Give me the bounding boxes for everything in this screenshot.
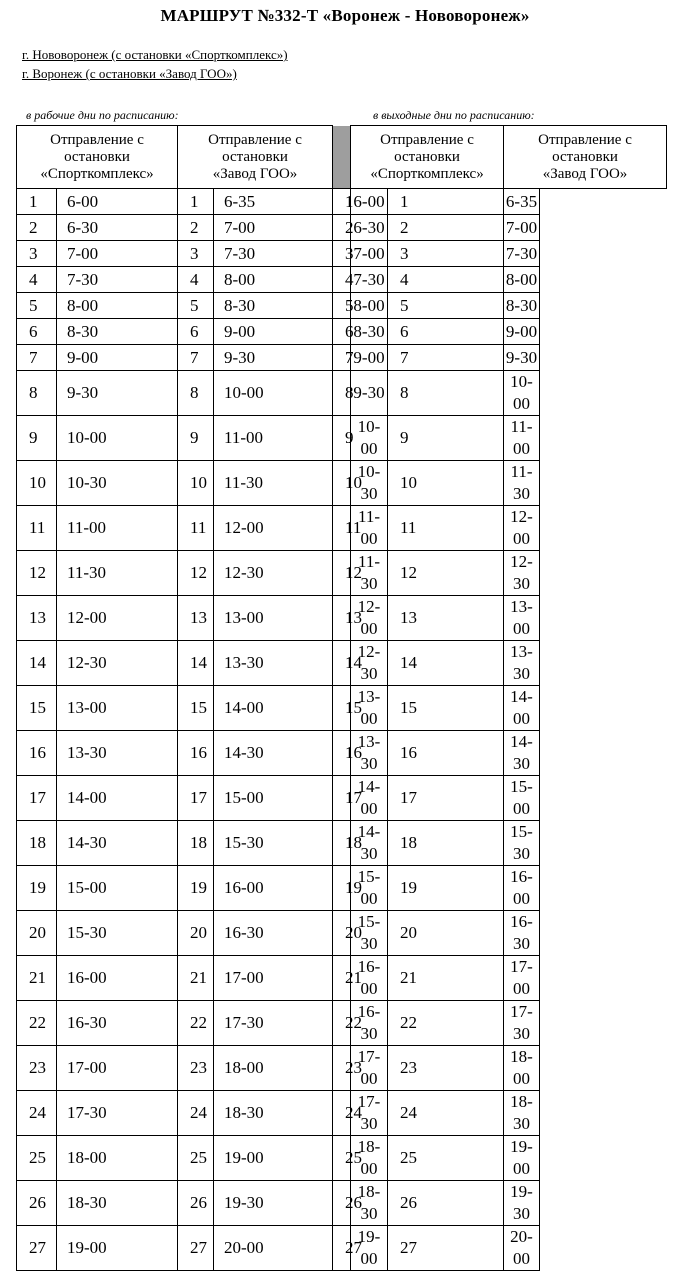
trip-number: 18 — [333, 821, 351, 866]
weekday-sportkompleks-time: 15-00 — [57, 866, 178, 911]
trip-number: 8 — [17, 371, 57, 416]
weekend-sportkompleks-time: 19-00 — [351, 1226, 388, 1271]
trip-number: 24 — [17, 1091, 57, 1136]
header-line: Отправление с — [50, 131, 144, 148]
trip-number: 2 — [178, 215, 214, 241]
table-row — [17, 1046, 667, 1091]
weekday-zavod-goo-time: 6-35 — [214, 189, 333, 215]
trip-number: 24 — [333, 1091, 351, 1136]
table-row — [17, 641, 667, 686]
weekday-sportkompleks-time: 8-00 — [57, 293, 178, 319]
weekend-zavod-goo-time: 19-30 — [504, 1181, 540, 1226]
weekend-zavod-goo-time: 16-30 — [504, 911, 540, 956]
table-row — [17, 1001, 667, 1046]
weekday-sportkompleks-time: 7-00 — [57, 241, 178, 267]
weekday-zavod-goo-time: 13-30 — [214, 641, 333, 686]
weekday-zavod-goo-time: 16-30 — [214, 911, 333, 956]
header-line: остановки — [394, 148, 460, 165]
trip-number: 2 — [17, 215, 57, 241]
trip-number: 3 — [178, 241, 214, 267]
header-line: остановки — [552, 148, 618, 165]
trip-number: 25 — [333, 1136, 351, 1181]
weekday-sportkompleks-time: 9-30 — [57, 371, 178, 416]
trip-number: 25 — [17, 1136, 57, 1181]
trip-number: 12 — [388, 551, 504, 596]
trip-number: 10 — [388, 461, 504, 506]
route-line-voronezh: г. Воронеж (с остановки «Завод ГОО») — [22, 66, 237, 81]
header-line: «Спорткомплекс» — [370, 165, 484, 182]
trip-number: 24 — [388, 1091, 504, 1136]
trip-number: 18 — [17, 821, 57, 866]
trip-number: 26 — [388, 1181, 504, 1226]
trip-number: 27 — [17, 1226, 57, 1271]
trip-number: 13 — [178, 596, 214, 641]
trip-number: 14 — [178, 641, 214, 686]
trip-number: 9 — [17, 416, 57, 461]
trip-number: 7 — [388, 345, 504, 371]
weekend-zavod-goo-time: 14-00 — [504, 686, 540, 731]
weekend-zavod-goo-time: 16-00 — [504, 866, 540, 911]
table-row — [17, 731, 667, 776]
weekend-zavod-goo-time: 15-30 — [504, 821, 540, 866]
header-line: Отправление с — [208, 131, 302, 148]
table-row — [17, 189, 667, 215]
weekend-zavod-goo-time: 11-00 — [504, 416, 540, 461]
trip-number: 22 — [388, 1001, 504, 1046]
trip-number: 5 — [333, 293, 351, 319]
weekend-sportkompleks-time: 15-30 — [351, 911, 388, 956]
trip-number: 20 — [178, 911, 214, 956]
weekday-zavod-goo-time: 9-30 — [214, 345, 333, 371]
weekday-sportkompleks-time: 14-30 — [57, 821, 178, 866]
weekend-sportkompleks-time: 15-00 — [351, 866, 388, 911]
table-row — [17, 215, 667, 241]
trip-number: 5 — [178, 293, 214, 319]
header-line: остановки — [64, 148, 130, 165]
trip-number: 1 — [388, 189, 504, 215]
weekday-sportkompleks-time: 6-30 — [57, 215, 178, 241]
trip-number: 1 — [333, 189, 351, 215]
schedule-table — [16, 125, 667, 1271]
trip-number: 23 — [388, 1046, 504, 1091]
trip-number: 22 — [17, 1001, 57, 1046]
trip-number: 17 — [333, 776, 351, 821]
weekday-zavod-goo-time: 15-30 — [214, 821, 333, 866]
trip-number: 5 — [17, 293, 57, 319]
table-row — [17, 551, 667, 596]
trip-number: 21 — [333, 956, 351, 1001]
trip-number: 26 — [333, 1181, 351, 1226]
weekend-zavod-goo-time: 17-00 — [504, 956, 540, 1001]
weekend-sportkompleks-time: 13-30 — [351, 731, 388, 776]
trip-number: 20 — [17, 911, 57, 956]
weekend-zavod-goo-time: 6-35 — [504, 189, 540, 215]
table-row — [17, 1136, 667, 1181]
header-line: остановки — [222, 148, 288, 165]
trip-number: 1 — [17, 189, 57, 215]
trip-number: 11 — [333, 506, 351, 551]
weekday-sportkompleks-time: 10-00 — [57, 416, 178, 461]
header-weekday-zavod-goo — [178, 126, 333, 189]
trip-number: 2 — [333, 215, 351, 241]
trip-number: 21 — [17, 956, 57, 1001]
weekday-zavod-goo-time: 14-30 — [214, 731, 333, 776]
table-row — [17, 821, 667, 866]
trip-number: 15 — [388, 686, 504, 731]
trip-number: 11 — [17, 506, 57, 551]
weekend-zavod-goo-time: 8-00 — [504, 267, 540, 293]
weekday-zavod-goo-time: 11-30 — [214, 461, 333, 506]
weekday-zavod-goo-time: 16-00 — [214, 866, 333, 911]
weekend-sportkompleks-time: 12-00 — [351, 596, 388, 641]
weekday-sportkompleks-time: 12-00 — [57, 596, 178, 641]
weekday-zavod-goo-time: 14-00 — [214, 686, 333, 731]
weekend-zavod-goo-time: 17-30 — [504, 1001, 540, 1046]
trip-number: 25 — [388, 1136, 504, 1181]
trip-number: 12 — [17, 551, 57, 596]
weekend-sportkompleks-time: 7-00 — [351, 241, 388, 267]
trip-number: 19 — [388, 866, 504, 911]
table-row — [17, 345, 667, 371]
trip-number: 2 — [388, 215, 504, 241]
weekend-zavod-goo-time: 7-30 — [504, 241, 540, 267]
weekend-sportkompleks-time: 12-30 — [351, 641, 388, 686]
weekday-sportkompleks-time: 18-30 — [57, 1181, 178, 1226]
weekend-sportkompleks-time: 6-00 — [351, 189, 388, 215]
weekend-sportkompleks-time: 6-30 — [351, 215, 388, 241]
weekday-sportkompleks-time: 18-00 — [57, 1136, 178, 1181]
weekday-sportkompleks-time: 17-00 — [57, 1046, 178, 1091]
weekend-sportkompleks-time: 10-00 — [351, 416, 388, 461]
weekday-sportkompleks-time: 13-00 — [57, 686, 178, 731]
trip-number: 20 — [388, 911, 504, 956]
weekend-zavod-goo-time: 14-30 — [504, 731, 540, 776]
trip-number: 15 — [17, 686, 57, 731]
weekday-caption: в рабочие дни по расписанию: — [26, 108, 179, 122]
trip-number: 10 — [333, 461, 351, 506]
trip-number: 11 — [178, 506, 214, 551]
weekday-zavod-goo-time: 7-00 — [214, 215, 333, 241]
trip-number: 12 — [178, 551, 214, 596]
trip-number: 15 — [178, 686, 214, 731]
weekday-zavod-goo-time: 18-00 — [214, 1046, 333, 1091]
weekday-zavod-goo-time: 10-00 — [214, 371, 333, 416]
weekend-zavod-goo-time: 20-00 — [504, 1226, 540, 1271]
weekend-sportkompleks-time: 17-30 — [351, 1091, 388, 1136]
table-row — [17, 1091, 667, 1136]
weekend-zavod-goo-time: 9-00 — [504, 319, 540, 345]
table-row — [17, 319, 667, 345]
weekday-zavod-goo-time: 9-00 — [214, 319, 333, 345]
trip-number: 22 — [178, 1001, 214, 1046]
schedule-body — [17, 189, 667, 1271]
weekday-sportkompleks-time: 6-00 — [57, 189, 178, 215]
trip-number: 16 — [333, 731, 351, 776]
trip-number: 14 — [333, 641, 351, 686]
trip-number: 25 — [178, 1136, 214, 1181]
weekend-sportkompleks-time: 14-30 — [351, 821, 388, 866]
trip-number: 17 — [388, 776, 504, 821]
trip-number: 13 — [17, 596, 57, 641]
weekday-sportkompleks-time: 8-30 — [57, 319, 178, 345]
trip-number: 13 — [333, 596, 351, 641]
trip-number: 16 — [388, 731, 504, 776]
table-row — [17, 911, 667, 956]
trip-number: 4 — [178, 267, 214, 293]
trip-number: 23 — [333, 1046, 351, 1091]
weekend-zavod-goo-time: 12-30 — [504, 551, 540, 596]
weekday-sportkompleks-time: 19-00 — [57, 1226, 178, 1271]
weekend-zavod-goo-time: 8-30 — [504, 293, 540, 319]
trip-number: 11 — [388, 506, 504, 551]
page-title: МАРШРУТ №332-Т «Воронеж - Нововоронеж» — [160, 6, 530, 25]
weekday-sportkompleks-time: 10-30 — [57, 461, 178, 506]
weekday-zavod-goo-time: 12-30 — [214, 551, 333, 596]
trip-number: 6 — [388, 319, 504, 345]
header-line: Отправление с — [380, 131, 474, 148]
table-row — [17, 267, 667, 293]
trip-number: 14 — [388, 641, 504, 686]
table-row — [17, 293, 667, 319]
header-line: «Завод ГОО» — [212, 165, 298, 182]
trip-number: 24 — [178, 1091, 214, 1136]
trip-number: 3 — [17, 241, 57, 267]
trip-number: 9 — [333, 416, 351, 461]
weekday-zavod-goo-time: 15-00 — [214, 776, 333, 821]
trip-number: 10 — [178, 461, 214, 506]
weekday-zavod-goo-time: 13-00 — [214, 596, 333, 641]
weekday-zavod-goo-time: 17-00 — [214, 956, 333, 1001]
trip-number: 7 — [178, 345, 214, 371]
table-row — [17, 596, 667, 641]
trip-number: 19 — [178, 866, 214, 911]
trip-number: 19 — [333, 866, 351, 911]
weekday-sportkompleks-time: 12-30 — [57, 641, 178, 686]
weekday-sportkompleks-time: 16-30 — [57, 1001, 178, 1046]
trip-number: 26 — [17, 1181, 57, 1226]
trip-number: 3 — [333, 241, 351, 267]
trip-number: 12 — [333, 551, 351, 596]
weekday-zavod-goo-time: 17-30 — [214, 1001, 333, 1046]
table-row — [17, 371, 667, 416]
weekend-sportkompleks-time: 9-00 — [351, 345, 388, 371]
trip-number: 23 — [17, 1046, 57, 1091]
weekend-zavod-goo-time: 12-00 — [504, 506, 540, 551]
weekday-sportkompleks-time: 7-30 — [57, 267, 178, 293]
weekend-zavod-goo-time: 18-00 — [504, 1046, 540, 1091]
trip-number: 17 — [178, 776, 214, 821]
trip-number: 7 — [17, 345, 57, 371]
weekend-zavod-goo-time: 19-00 — [504, 1136, 540, 1181]
weekend-sportkompleks-time: 11-00 — [351, 506, 388, 551]
weekday-zavod-goo-time: 19-30 — [214, 1181, 333, 1226]
trip-number: 23 — [178, 1046, 214, 1091]
trip-number: 15 — [333, 686, 351, 731]
weekend-sportkompleks-time: 14-00 — [351, 776, 388, 821]
weekend-zavod-goo-time: 18-30 — [504, 1091, 540, 1136]
header-weekend-zavod-goo — [504, 126, 667, 189]
trip-number: 21 — [178, 956, 214, 1001]
trip-number: 5 — [388, 293, 504, 319]
trip-number: 27 — [333, 1226, 351, 1271]
header-weekday-sportkompleks — [17, 126, 178, 189]
trip-number: 10 — [17, 461, 57, 506]
weekday-zavod-goo-time: 8-00 — [214, 267, 333, 293]
header-weekend-sportkompleks — [351, 126, 504, 189]
weekend-sportkompleks-time: 16-00 — [351, 956, 388, 1001]
table-row — [17, 416, 667, 461]
weekend-zavod-goo-time: 7-00 — [504, 215, 540, 241]
weekend-sportkompleks-time: 11-30 — [351, 551, 388, 596]
table-row — [17, 241, 667, 267]
weekday-sportkompleks-time: 11-30 — [57, 551, 178, 596]
trip-number: 6 — [17, 319, 57, 345]
trip-number: 21 — [388, 956, 504, 1001]
weekday-zavod-goo-time: 11-00 — [214, 416, 333, 461]
weekend-sportkompleks-time: 9-30 — [351, 371, 388, 416]
column-separator — [333, 126, 351, 189]
weekend-caption: в выходные дни по расписанию: — [373, 108, 535, 122]
weekday-zavod-goo-time: 8-30 — [214, 293, 333, 319]
weekday-sportkompleks-time: 15-30 — [57, 911, 178, 956]
weekend-sportkompleks-time: 7-30 — [351, 267, 388, 293]
weekend-sportkompleks-time: 17-00 — [351, 1046, 388, 1091]
weekday-zavod-goo-time: 12-00 — [214, 506, 333, 551]
table-row — [17, 1181, 667, 1226]
weekday-zavod-goo-time: 18-30 — [214, 1091, 333, 1136]
table-row — [17, 956, 667, 1001]
weekday-sportkompleks-time: 14-00 — [57, 776, 178, 821]
weekday-sportkompleks-time: 17-30 — [57, 1091, 178, 1136]
table-row — [17, 1226, 667, 1271]
trip-number: 7 — [333, 345, 351, 371]
trip-number: 14 — [17, 641, 57, 686]
trip-number: 27 — [178, 1226, 214, 1271]
trip-number: 13 — [388, 596, 504, 641]
route-line-novovoronezh: г. Нововоронеж (с остановки «Спорткомплекс») — [22, 47, 288, 62]
weekend-sportkompleks-time: 16-30 — [351, 1001, 388, 1046]
trip-number: 4 — [17, 267, 57, 293]
trip-number: 26 — [178, 1181, 214, 1226]
weekday-zavod-goo-time: 19-00 — [214, 1136, 333, 1181]
trip-number: 1 — [178, 189, 214, 215]
table-row — [17, 866, 667, 911]
weekend-sportkompleks-time: 18-30 — [351, 1181, 388, 1226]
weekday-zavod-goo-time: 20-00 — [214, 1226, 333, 1271]
trip-number: 8 — [178, 371, 214, 416]
trip-number: 4 — [388, 267, 504, 293]
weekday-sportkompleks-time: 13-30 — [57, 731, 178, 776]
weekend-sportkompleks-time: 13-00 — [351, 686, 388, 731]
weekend-zavod-goo-time: 15-00 — [504, 776, 540, 821]
trip-number: 18 — [388, 821, 504, 866]
trip-number: 18 — [178, 821, 214, 866]
table-row — [17, 461, 667, 506]
schedule-header-row — [17, 126, 667, 189]
trip-number: 20 — [333, 911, 351, 956]
weekend-sportkompleks-time: 18-00 — [351, 1136, 388, 1181]
weekend-zavod-goo-time: 13-00 — [504, 596, 540, 641]
trip-number: 17 — [17, 776, 57, 821]
weekend-zavod-goo-time: 13-30 — [504, 641, 540, 686]
header-line: Отправление с — [538, 131, 632, 148]
weekday-sportkompleks-time: 11-00 — [57, 506, 178, 551]
trip-number: 6 — [333, 319, 351, 345]
trip-number: 16 — [178, 731, 214, 776]
weekend-sportkompleks-time: 10-30 — [351, 461, 388, 506]
weekday-sportkompleks-time: 16-00 — [57, 956, 178, 1001]
header-line: «Спорткомплекс» — [40, 165, 154, 182]
table-row — [17, 776, 667, 821]
weekend-zavod-goo-time: 9-30 — [504, 345, 540, 371]
header-line: «Завод ГОО» — [542, 165, 628, 182]
table-row — [17, 506, 667, 551]
weekday-zavod-goo-time: 7-30 — [214, 241, 333, 267]
trip-number: 9 — [388, 416, 504, 461]
table-row — [17, 686, 667, 731]
weekday-sportkompleks-time: 9-00 — [57, 345, 178, 371]
trip-number: 6 — [178, 319, 214, 345]
weekend-sportkompleks-time: 8-00 — [351, 293, 388, 319]
trip-number: 22 — [333, 1001, 351, 1046]
weekend-zavod-goo-time: 11-30 — [504, 461, 540, 506]
trip-number: 3 — [388, 241, 504, 267]
weekend-zavod-goo-time: 10-00 — [504, 371, 540, 416]
weekend-sportkompleks-time: 8-30 — [351, 319, 388, 345]
trip-number: 8 — [333, 371, 351, 416]
trip-number: 19 — [17, 866, 57, 911]
trip-number: 27 — [388, 1226, 504, 1271]
trip-number: 4 — [333, 267, 351, 293]
trip-number: 16 — [17, 731, 57, 776]
trip-number: 8 — [388, 371, 504, 416]
trip-number: 9 — [178, 416, 214, 461]
